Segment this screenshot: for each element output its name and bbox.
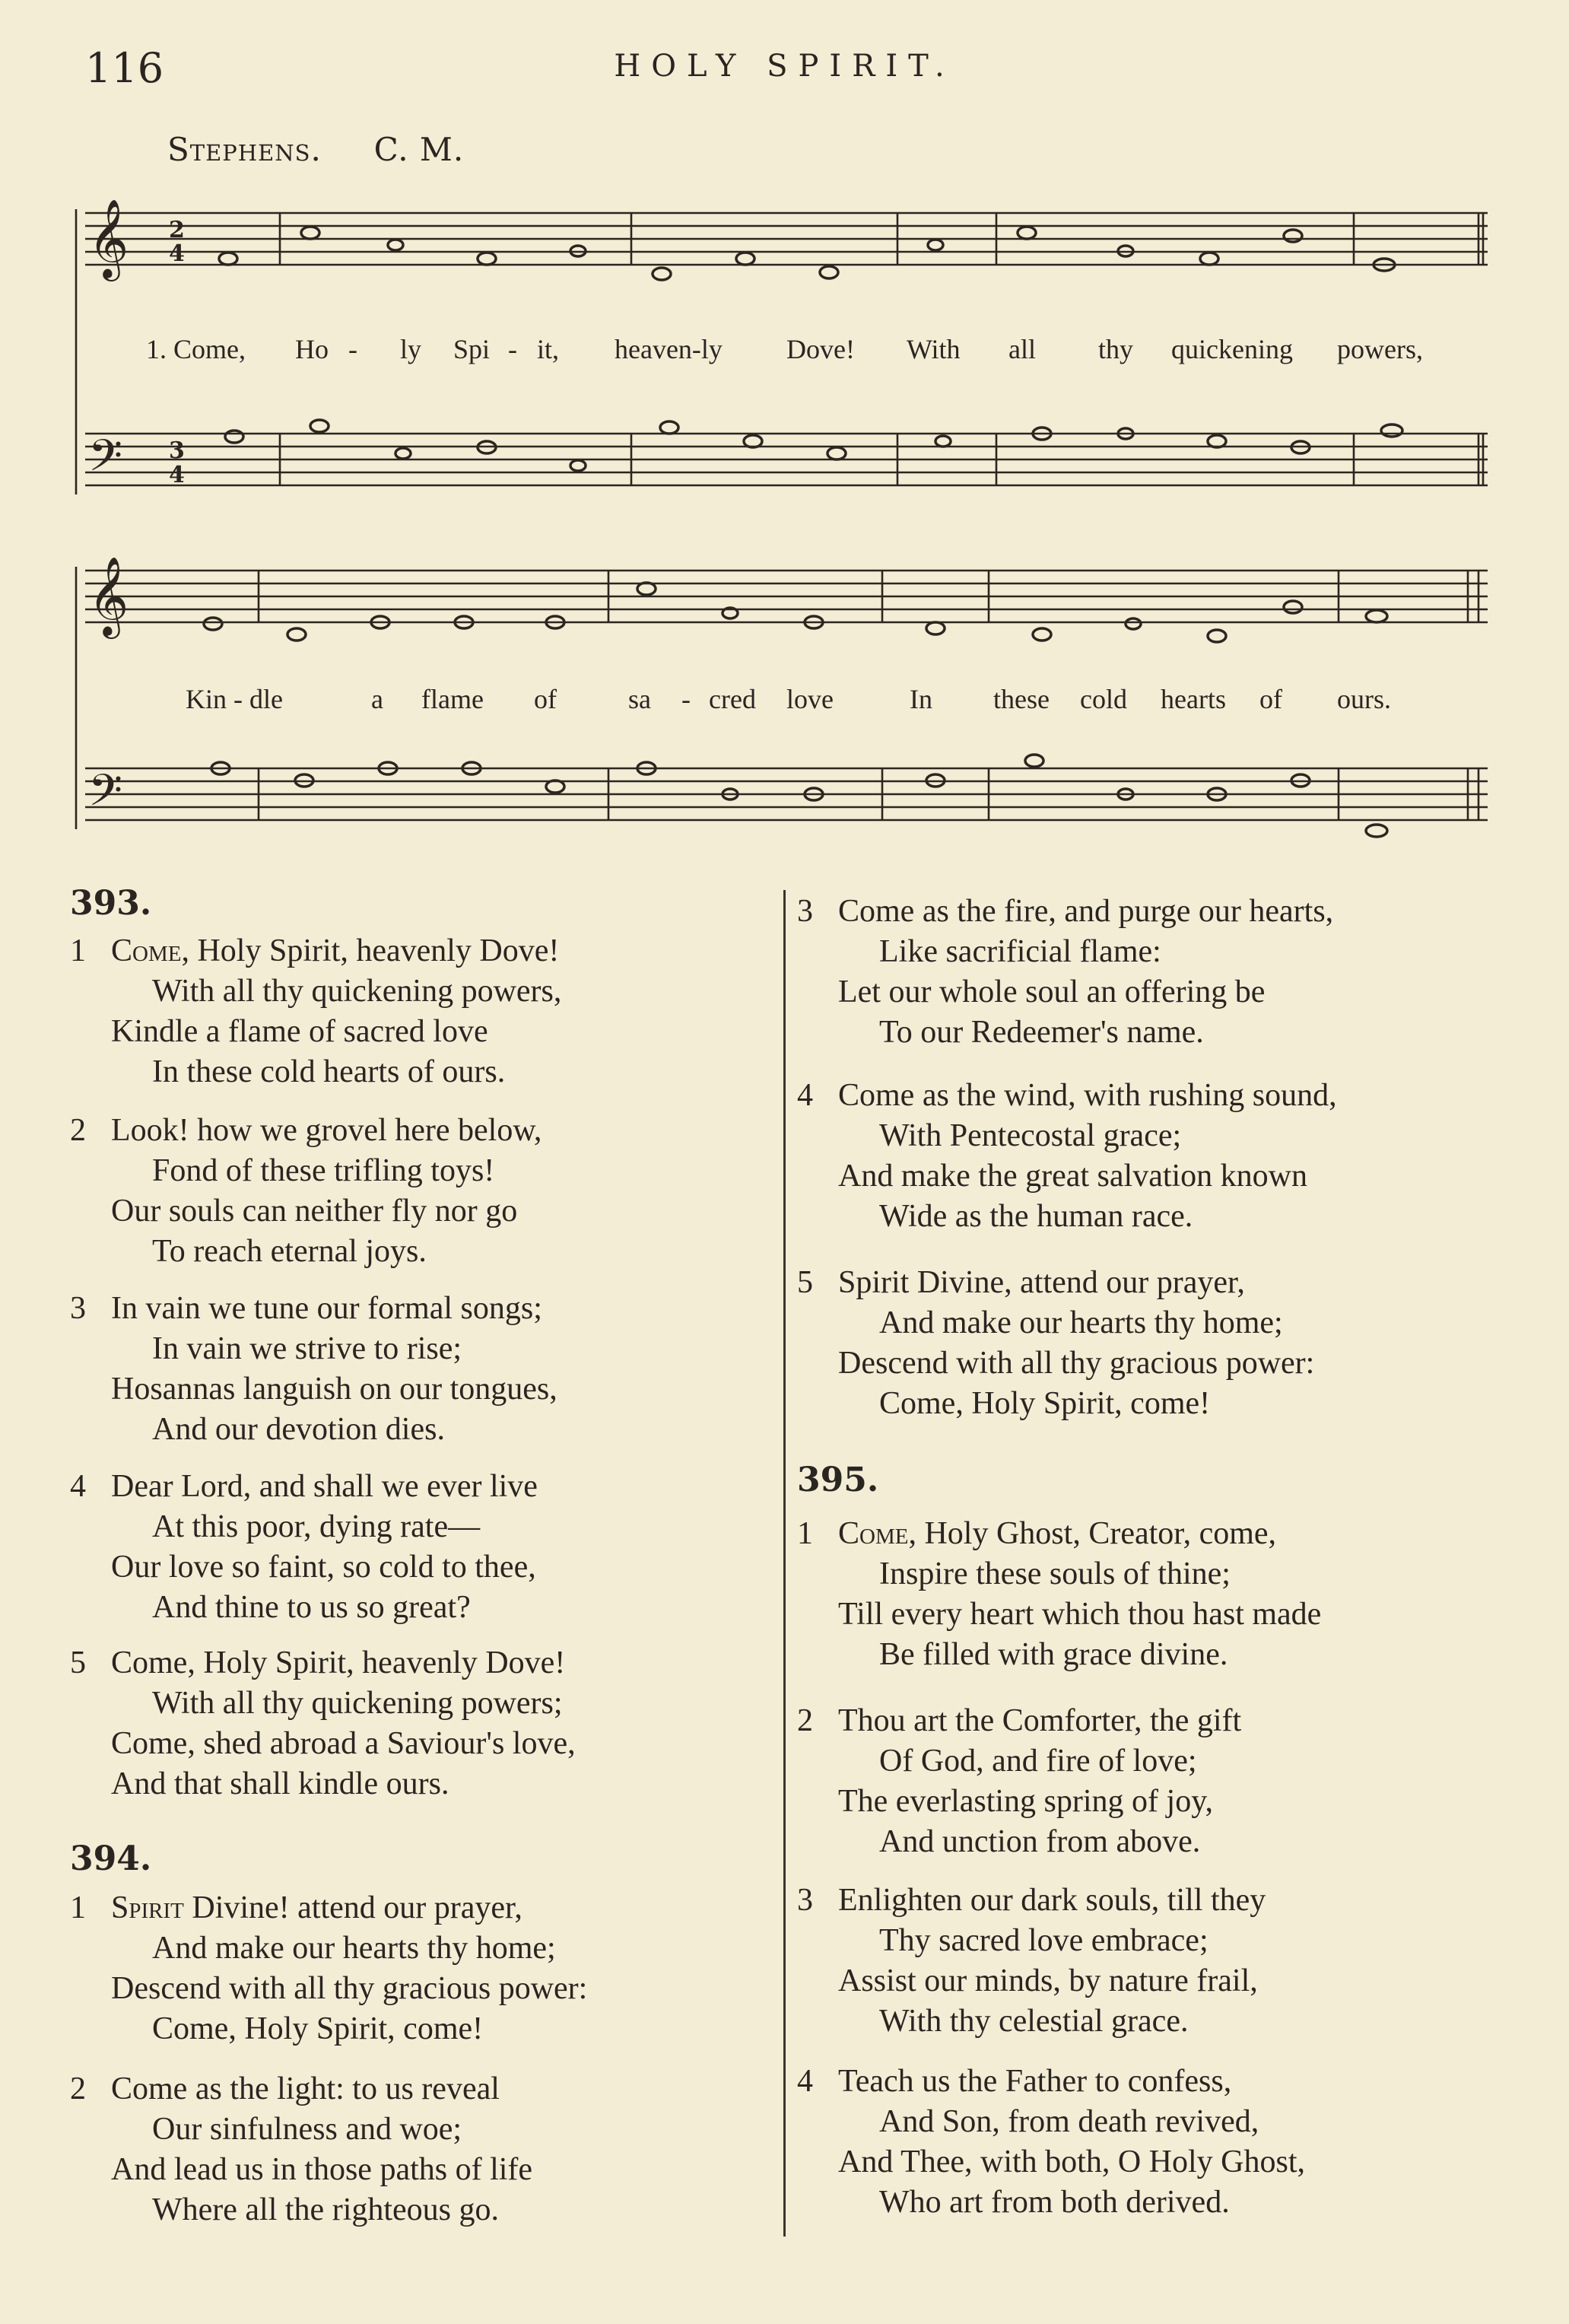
system-1-treble-notes [219,227,1395,280]
system-1-bass-staff [85,434,1488,485]
column-divider [783,890,786,2237]
lyric-syllable: In [910,684,932,714]
lyric-syllable: flame [421,684,484,714]
music-score [0,0,1569,875]
lyric-syllable: thy [1098,334,1134,364]
stanza: 4 Dear Lord, and shall we ever live At this poor, dying rate— Our love so faint, so cold to thee, And thine to us so great? [70,1469,538,1625]
svg-text:𝄞: 𝄞 [88,556,129,636]
lyric-syllable: of [1259,684,1282,714]
svg-text:2: 2 [169,217,185,243]
lyric-syllable: it, [537,334,560,364]
lyric-syllable: all [1008,334,1036,364]
stanza: 1 Come, Holy Ghost, Creator, come, Inspire these souls of thine; Till every heart which thou hast made Be filled with grace divine. [797,1516,1322,1672]
lyric-syllable: - [508,334,517,364]
svg-text:3: 3 [169,437,185,464]
lyric-syllable: 1. Come, [146,334,246,364]
lyric-syllable: hearts [1161,684,1226,714]
stanza: 1 Spirit Divine! attend our prayer, And make our hearts thy home; Descend with all thy gracious power: Come, Holy Spirit, come! [70,1890,588,2046]
stanza: 1 Come, Holy Spirit, heavenly Dove! With all thy quickening powers, Kindle a flame of sacred love In these cold hearts of ours. [70,933,562,1089]
lyric-syllable: love [786,684,834,714]
stanza: 2 Look! how we grovel here below, Fond of these trifling toys! Our souls can neither fly nor go To reach eternal joys. [70,1113,542,1269]
system-2-bass-staff [85,768,1488,820]
stanza: 5 Spirit Divine, attend our prayer, And make our hearts thy home; Descend with all thy gracious power: Come, Holy Spirit, come! [797,1265,1315,1421]
lyric-syllable: a [371,684,383,714]
tune-meter: C. M. [373,131,465,168]
tune-name: Stephens. [167,131,322,168]
stanza: 4 Teach us the Father to confess, And Son, from death revived, And Thee, with both, O Holy Ghost, Who art from both derived. [797,2064,1306,2220]
lyric-syllable: quickening [1171,334,1293,364]
lyric-syllable: - [681,684,691,714]
lyric-syllable: Spi [453,334,491,364]
system-2-treble-notes [204,583,1387,642]
lyric-syllable: sa [628,684,651,714]
lyric-syllable: cred [709,684,756,714]
lyric-syllable: With [907,334,961,364]
lyric-syllable: ours. [1337,684,1391,714]
svg-text:4: 4 [169,240,185,267]
hymn-number: 393. [70,884,152,923]
hymn-number: 395. [797,1461,879,1499]
lyric-syllable: Ho [295,334,329,364]
system-2-treble-staff [85,571,1488,622]
lyric-syllable: powers, [1337,334,1423,364]
svg-text:𝄞: 𝄞 [88,199,129,278]
lyric-syllable: heaven-ly [615,334,723,364]
lyric-syllable: of [534,684,557,714]
stanza: 2 Come as the light: to us reveal Our sinfulness and woe; And lead us in those paths of life Where all the righteous go. [70,2071,533,2227]
stanza: 3 In vain we tune our formal songs; In vain we strive to rise; Hosannas languish on our tongues, And our devotion dies. [70,1291,557,1447]
lyric-syllable: - [348,334,357,364]
lyric-syllable: ly [400,334,422,364]
running-title: HOLY SPIRIT. [614,49,955,84]
system-2-bass-notes [211,755,1387,837]
stanza: 3 Come as the fire, and purge our hearts, Like sacrificial flame: Let our whole soul an offering be To our Redeemer's name. [797,894,1334,1050]
page-number: 116 [85,44,164,92]
stanza: 5 Come, Holy Spirit, heavenly Dove! With all thy quickening powers; Come, shed abroad a Saviour's love, And that shall kindle ours. [70,1645,576,1801]
svg-text:𝄢: 𝄢 [88,430,123,492]
stanza: 2 Thou art the Comforter, the gift Of God, and fire of love; The everlasting spring of joy, And unction from above. [797,1703,1242,1859]
system-1-bass-notes [225,420,1402,471]
lyric-syllable: Kin - dle [186,684,283,714]
stanza: 3 Enlighten our dark souls, till they Thy sacred love embrace; Assist our minds, by nature frail, With thy celestial grace. [797,1883,1266,2039]
lyric-syllable: cold [1080,684,1127,714]
lyric-syllable: Dove! [786,334,855,364]
stanza: 4 Come as the wind, with rushing sound, With Pentecostal grace; And make the great salvation known Wide as the human race. [797,1078,1337,1234]
hymn-number: 394. [70,1839,152,1878]
svg-text:𝄢: 𝄢 [88,765,123,827]
system-1-treble-staff [85,213,1488,265]
svg-text:4: 4 [169,462,185,488]
lyric-syllable: these [993,684,1050,714]
